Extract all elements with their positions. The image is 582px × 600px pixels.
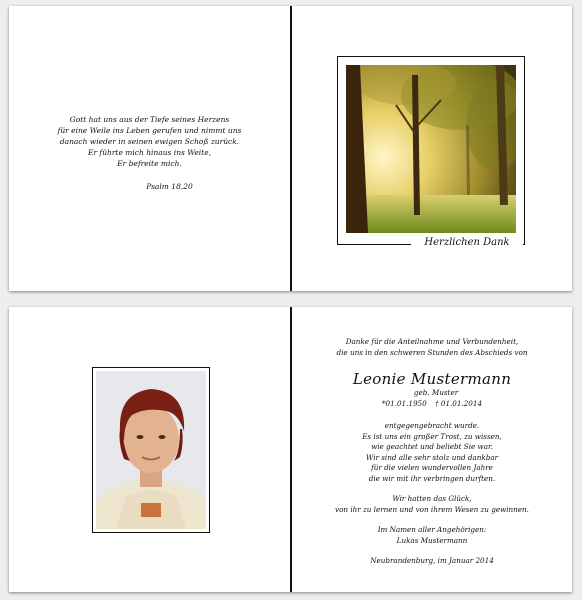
- deceased-name: Leonie Mustermann: [352, 370, 512, 388]
- verse-line: für eine Weile ins Leben gerufen und nimmt uns: [57, 126, 242, 135]
- life-dates: [292, 399, 572, 410]
- signature-line: Im Namen aller Angehörigen:: [377, 525, 487, 534]
- verse-line: Er befreite mich.: [117, 159, 182, 168]
- birth-date: *01.01.1950: [381, 398, 427, 408]
- psalm-verse: [9, 114, 290, 192]
- verse-line: Gott hat uns aus der Tiefe seines Herzens: [69, 115, 230, 124]
- card-outer-spread: [9, 6, 572, 291]
- fold-line: [290, 6, 292, 291]
- message-line: Wir hatten das Glück,: [392, 494, 472, 503]
- message-paragraph: [292, 494, 572, 515]
- intro-line: die uns in den schweren Stunden des Abschieds von: [336, 347, 528, 357]
- message-paragraph: [292, 421, 572, 484]
- maiden-name: geb. Muster: [413, 388, 459, 397]
- message-line: Es ist uns ein großer Trost, zu wissen,: [362, 431, 502, 441]
- verse-line: Er führte mich hinaus ins Weite,: [87, 148, 212, 157]
- signature-line: Lukas Mustermann: [396, 535, 468, 545]
- message-line: Wir sind alle sehr stolz und dankbar: [365, 452, 499, 462]
- verse-reference: Psalm 18,20: [146, 182, 193, 191]
- message-line: die wir mit ihr verbringen durften.: [368, 473, 496, 483]
- card-inner-spread: [9, 307, 572, 592]
- intro-line: Danke für die Anteilnahme und Verbundenheit,: [345, 337, 519, 346]
- signature-block: [292, 525, 572, 546]
- message-line: von ihr zu lernen und von ihrem Wesen zu gewinnen.: [335, 504, 529, 514]
- death-date: † 01.01.2014: [435, 398, 483, 408]
- message-line: entgegengebracht wurde.: [384, 421, 480, 430]
- forest-image: [346, 65, 516, 233]
- verse-line: danach wieder in seinen ewigen Schoß zurück.: [59, 137, 240, 146]
- message-line: wie geachtet und beliebt Sie war.: [371, 442, 493, 451]
- place-date: Neubrandenburg, im Januar 2014: [370, 556, 494, 565]
- thanks-caption: Herzlichen Dank: [424, 237, 510, 248]
- message-line: für die vielen wundervollen Jahre: [371, 463, 493, 472]
- portrait-photo: [96, 371, 206, 529]
- forest-photo-frame: [337, 56, 525, 245]
- portrait-frame: [92, 367, 210, 533]
- obituary-text: [292, 337, 572, 567]
